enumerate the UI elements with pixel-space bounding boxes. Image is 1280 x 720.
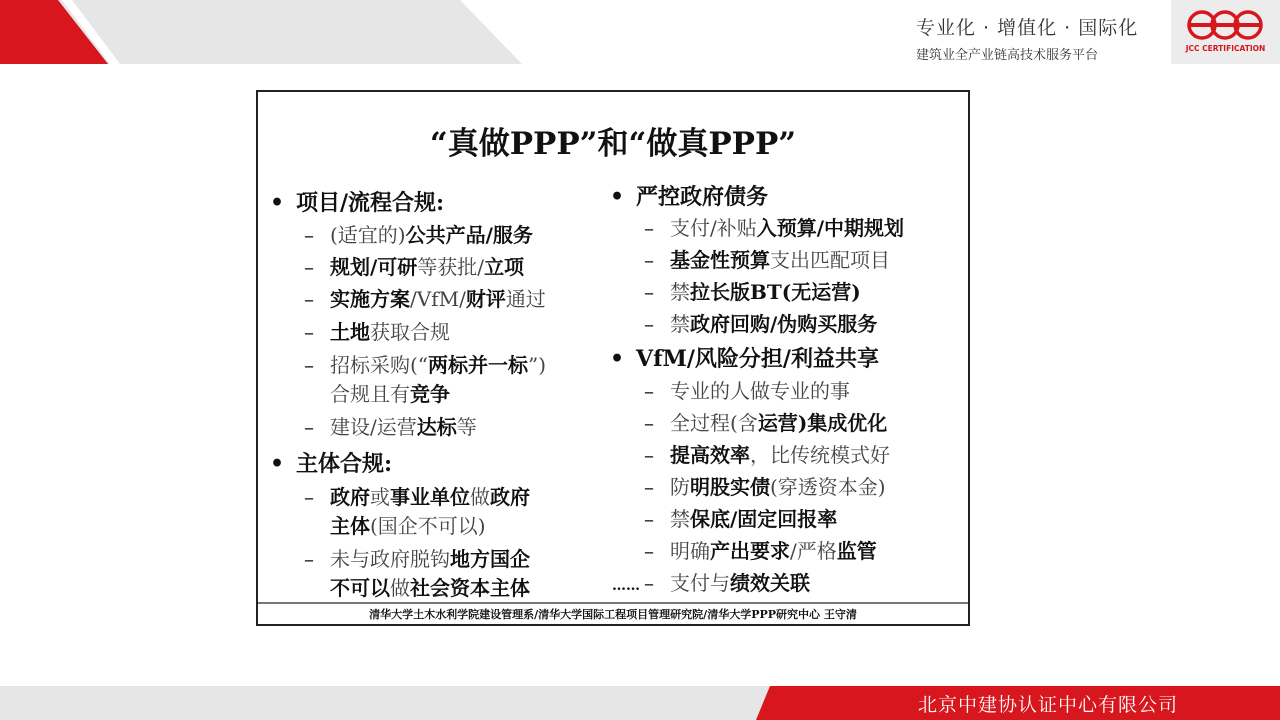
list-item: – 基金性预算支出匹配项目 (644, 248, 890, 272)
list-item: – 招标采购(“两标并一标”) (304, 353, 547, 377)
list-item-continuation: 不可以做社会资本主体 (330, 576, 530, 600)
list-item: – 禁拉长版BT(无运营) (644, 280, 861, 304)
slide-footer-credit: 清华大学土木水利学院建设管理系/清华大学国际工程项目管理研究院/清华大学PPP研究中心 王守清 (258, 602, 968, 626)
list-item: – 全过程(含运营)集成优化 (644, 411, 888, 435)
list-item: – 专业的人做专业的事 (644, 379, 850, 403)
jcc-rings-icon (1185, 8, 1265, 42)
bullet-heading: • 严控政府债务 (610, 184, 769, 210)
company-name: 北京中建协认证中心有限公司 (918, 694, 1179, 716)
list-item-continuation: 主体(国企不可以) (330, 514, 486, 538)
header-slogan: 专业化 · 增值化 · 国际化 (916, 17, 1139, 39)
ellipsis: …… (612, 578, 640, 594)
list-item: – 支付与绩效关联 (644, 571, 810, 595)
list-item: – 禁政府回购/伪购买服务 (644, 312, 878, 336)
slide-title: “真做PPP”和“做真PPP” (429, 126, 797, 162)
bullet-heading: • VfM/风险分担/利益共享 (610, 346, 879, 372)
bullet-heading: • 项目/流程合规: (270, 190, 445, 216)
list-item: – 提高效率，比传统模式好 (644, 443, 890, 467)
logo-text: JCC CERTIFICATION (1185, 44, 1266, 53)
list-item-continuation: 合规且有竞争 (330, 382, 450, 406)
list-item: – 建设/运营达标等 (304, 415, 477, 439)
list-item: – 禁保底/固定回报率 (644, 507, 838, 531)
list-item: – 防明股实债(穿透资本金) (644, 475, 886, 499)
slide-image (256, 90, 970, 626)
list-item: – 实施方案/VfM/财评通过 (304, 287, 546, 311)
bullet-heading: • 主体合规: (270, 451, 393, 477)
list-item: – 土地获取合规 (304, 320, 450, 344)
list-item: – 支付/补贴入预算/中期规划 (644, 216, 905, 240)
list-item: – (适宜的)公共产品/服务 (304, 223, 533, 247)
list-item: – 未与政府脱钩地方国企 (304, 547, 530, 571)
list-item: – 明确产出要求/严格监管 (644, 539, 877, 563)
header-subtitle: 建筑业全产业链高技术服务平台 (916, 48, 1099, 63)
list-item: – 规划/可研等获批/立项 (304, 255, 525, 279)
company-logo (1171, 0, 1280, 64)
list-item: – 政府或事业单位做政府 (304, 485, 530, 509)
